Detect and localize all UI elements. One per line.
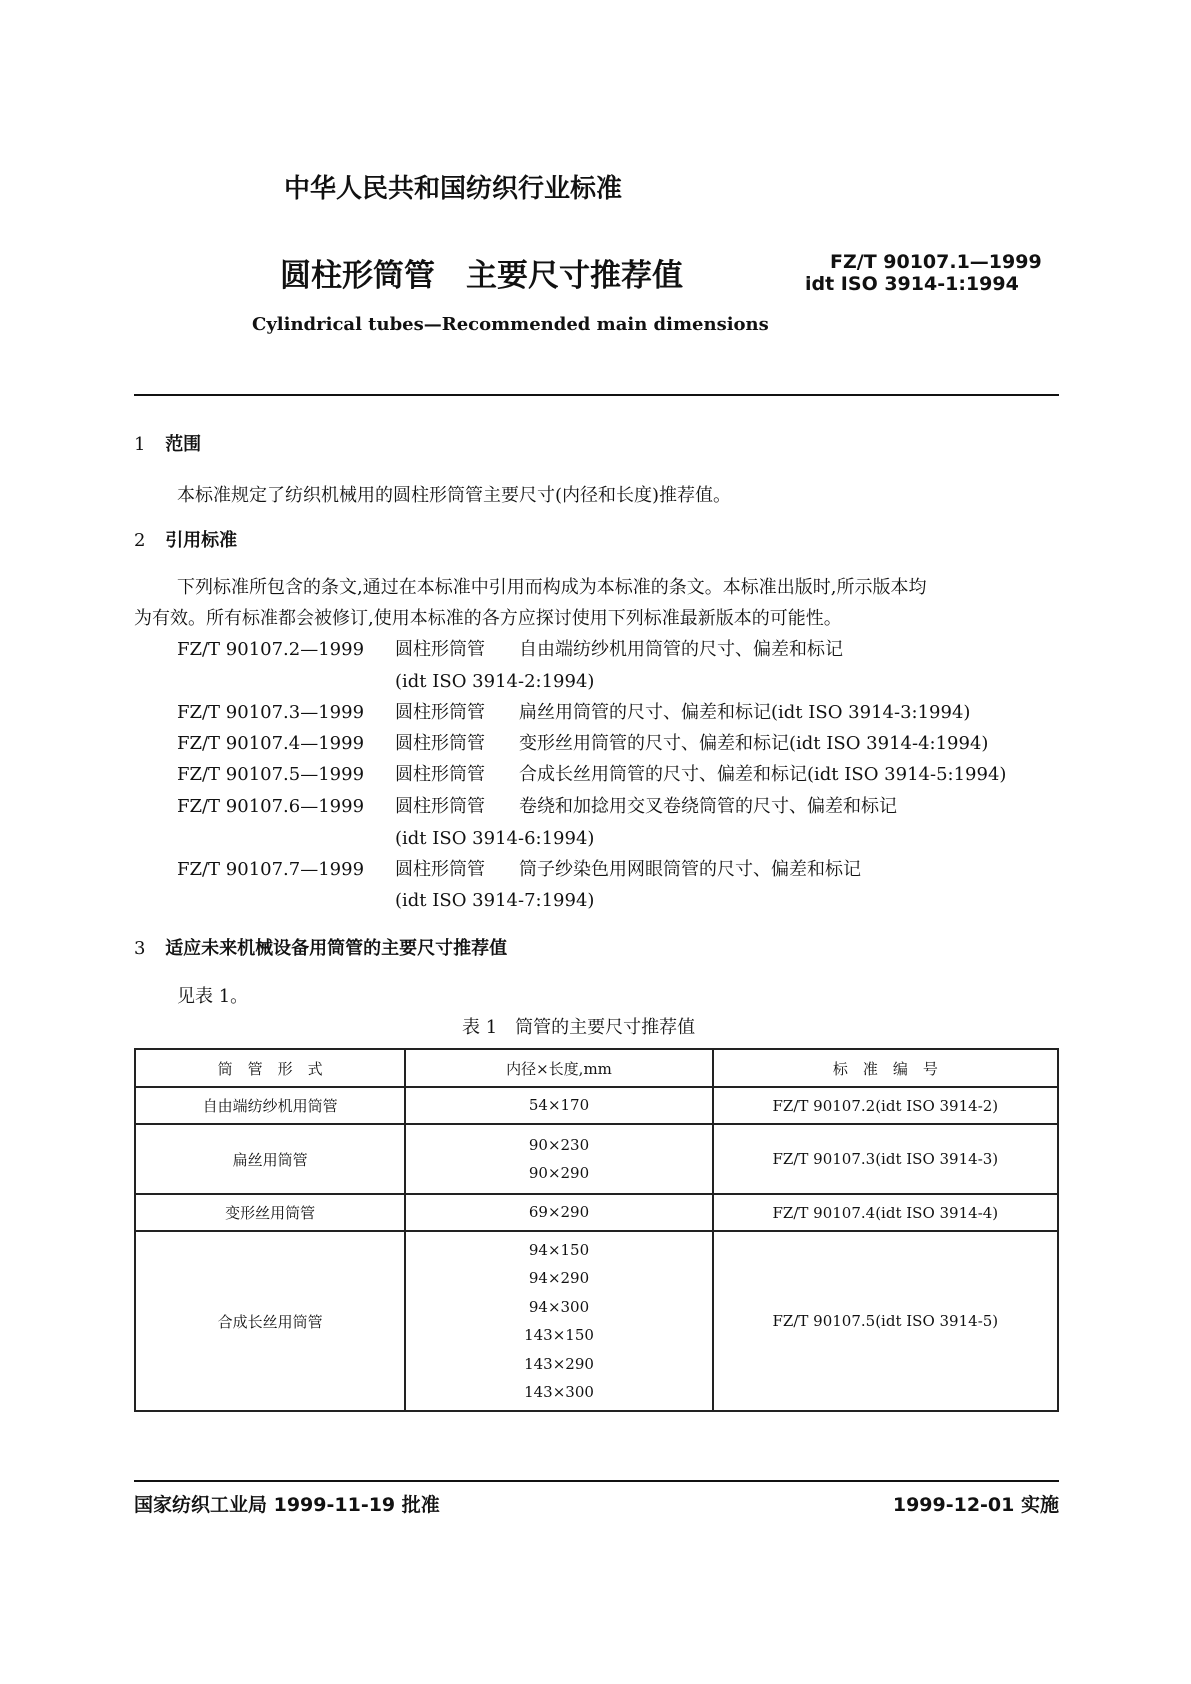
reference-code: FZ/T 90107.3—1999 bbox=[177, 702, 365, 723]
dimension: 94×300 bbox=[528, 1297, 590, 1316]
section-number: 1 bbox=[134, 434, 146, 455]
dimensions-cell bbox=[405, 1231, 712, 1411]
reference-code: FZ/T 90107.2—1999 bbox=[177, 639, 365, 660]
dimension: 143×290 bbox=[524, 1354, 594, 1373]
standard-code: FZ/T 90107.1—1999 bbox=[830, 251, 1042, 273]
section-1-text: 本标准规定了纺织机械用的圆柱形筒管主要尺寸(内径和长度)推荐值。 bbox=[177, 485, 732, 506]
reference-desc: 变形丝用筒管的尺寸、偏差和标记(idt ISO 3914-4:1994) bbox=[519, 733, 989, 754]
section-number: 3 bbox=[134, 938, 146, 959]
tube-type: 扁丝用筒管 bbox=[135, 1124, 405, 1194]
standard-number: FZ/T 90107.5(idt ISO 3914-5) bbox=[713, 1231, 1058, 1411]
dimensions-cell bbox=[405, 1194, 712, 1231]
reference-desc: 筒子纱染色用网眼筒管的尺寸、偏差和标记 bbox=[519, 859, 861, 880]
approval-date: 国家纺织工业局 1999-11-19 批准 bbox=[134, 1494, 440, 1516]
dimension: 143×300 bbox=[524, 1383, 594, 1401]
reference-title: 圆柱形筒管 bbox=[395, 859, 485, 880]
reference-desc-cont: (idt ISO 3914-7:1994) bbox=[395, 890, 595, 911]
dimension: 90×290 bbox=[528, 1164, 590, 1182]
reference-desc: 合成长丝用筒管的尺寸、偏差和标记(idt ISO 3914-5:1994) bbox=[519, 764, 1007, 785]
table-caption: 表 1 筒管的主要尺寸推荐值 bbox=[462, 1017, 696, 1038]
dimension: 94×150 bbox=[528, 1240, 590, 1259]
iso-equivalence: idt ISO 3914-1:1994 bbox=[805, 273, 1019, 295]
tube-type: 变形丝用筒管 bbox=[135, 1194, 405, 1231]
section-2-text-line1: 下列标准所包含的条文,通过在本标准中引用而构成为本标准的条文。本标准出版时,所示版本均 bbox=[177, 577, 927, 598]
section-1-heading bbox=[134, 433, 201, 457]
section-title: 范围 bbox=[165, 434, 202, 455]
dimension: 69×290 bbox=[528, 1203, 590, 1222]
reference-desc: 自由端纺纱机用筒管的尺寸、偏差和标记 bbox=[519, 639, 843, 660]
reference-desc-cont: (idt ISO 3914-6:1994) bbox=[395, 828, 595, 849]
table-row bbox=[135, 1194, 1058, 1231]
reference-title: 圆柱形筒管 bbox=[395, 796, 485, 817]
dimension: 90×230 bbox=[528, 1135, 590, 1154]
reference-title: 圆柱形筒管 bbox=[395, 702, 485, 723]
tube-type: 自由端纺纱机用筒管 bbox=[135, 1087, 405, 1124]
reference-desc: 卷绕和加捻用交叉卷绕筒管的尺寸、偏差和标记 bbox=[519, 796, 897, 817]
reference-code: FZ/T 90107.4—1999 bbox=[177, 733, 365, 754]
footer-rule bbox=[134, 1480, 1059, 1482]
column-header: 内径×长度,mm bbox=[405, 1049, 712, 1087]
tube-type: 合成长丝用筒管 bbox=[135, 1231, 405, 1411]
section-title: 适应未来机械设备用筒管的主要尺寸推荐值 bbox=[165, 938, 508, 959]
dimensions-cell bbox=[405, 1087, 712, 1124]
section-2-heading bbox=[134, 529, 237, 553]
implementation-date: 1999-12-01 实施 bbox=[892, 1494, 1059, 1516]
reference-title: 圆柱形筒管 bbox=[395, 639, 485, 660]
section-3-text: 见表 1。 bbox=[177, 986, 249, 1007]
standard-number: FZ/T 90107.3(idt ISO 3914-3) bbox=[713, 1124, 1058, 1194]
reference-item bbox=[177, 638, 364, 662]
dimensions-cell bbox=[405, 1124, 712, 1194]
section-title: 引用标准 bbox=[165, 530, 238, 551]
english-title: Cylindrical tubes—Recommended main dimensions bbox=[252, 314, 769, 335]
reference-code: FZ/T 90107.7—1999 bbox=[177, 859, 365, 880]
standard-number: FZ/T 90107.4(idt ISO 3914-4) bbox=[713, 1194, 1058, 1231]
reference-code: FZ/T 90107.6—1999 bbox=[177, 796, 365, 817]
reference-desc: 扁丝用筒管的尺寸、偏差和标记(idt ISO 3914-3:1994) bbox=[519, 702, 971, 723]
column-header: 标 准 编 号 bbox=[713, 1049, 1058, 1087]
reference-desc-cont: (idt ISO 3914-2:1994) bbox=[395, 671, 595, 692]
header-rule bbox=[134, 394, 1059, 396]
section-3-heading bbox=[134, 937, 507, 961]
table-header-row bbox=[135, 1049, 1058, 1087]
section-2-text-line2: 为有效。所有标准都会被修订,使用本标准的各方应探讨使用下列标准最新版本的可能性。 bbox=[134, 608, 842, 629]
reference-title: 圆柱形筒管 bbox=[395, 733, 485, 754]
dimension: 94×290 bbox=[528, 1269, 590, 1287]
issuing-body-title: 中华人民共和国纺织行业标准 bbox=[284, 174, 623, 204]
reference-code: FZ/T 90107.5—1999 bbox=[177, 764, 365, 785]
document-title: 圆柱形筒管 主要尺寸推荐值 bbox=[280, 258, 683, 294]
table-row bbox=[135, 1087, 1058, 1124]
reference-title: 圆柱形筒管 bbox=[395, 764, 485, 785]
table-row bbox=[135, 1231, 1058, 1411]
dimension: 54×170 bbox=[528, 1096, 590, 1115]
standard-number: FZ/T 90107.2(idt ISO 3914-2) bbox=[713, 1087, 1058, 1124]
column-header: 筒 管 形 式 bbox=[135, 1049, 405, 1087]
dimensions-table bbox=[134, 1048, 1059, 1412]
section-number: 2 bbox=[134, 530, 146, 551]
table-row bbox=[135, 1124, 1058, 1194]
dimension: 143×150 bbox=[524, 1326, 594, 1344]
